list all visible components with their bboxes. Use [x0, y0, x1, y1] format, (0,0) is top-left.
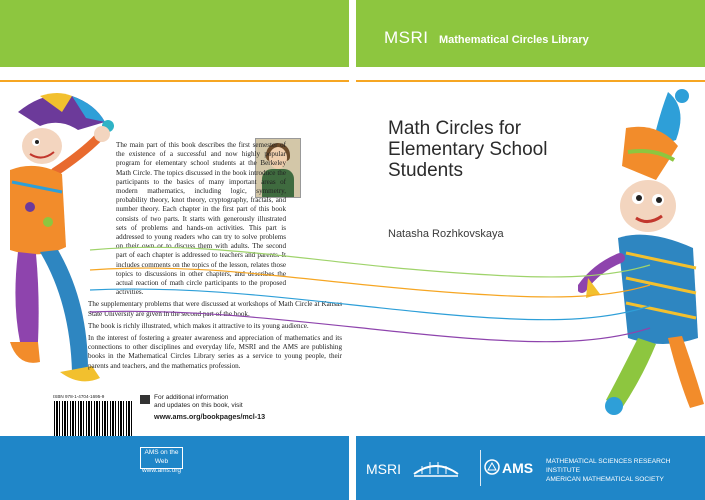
institutes-block	[546, 457, 696, 484]
series-msri: MSRI	[384, 28, 429, 47]
back-cover	[0, 0, 349, 500]
description-paragraph-2: The supplementary problems that were discussed at workshops of Math Circle at Kansas State University are given in the second part of the book.	[88, 300, 342, 318]
publisher-strip	[356, 436, 705, 500]
book-icon	[140, 395, 150, 404]
institute-ams: AMERICAN MATHEMATICAL SOCIETY	[546, 476, 664, 483]
info-line-2: and updates on this book, visit	[154, 402, 243, 409]
publisher-divider	[480, 450, 481, 486]
ams-web-line-2: www.ams.org	[141, 467, 181, 474]
front-green-band	[356, 0, 705, 67]
book-author: Natasha Rozhkovskaya	[388, 228, 504, 240]
back-description	[88, 141, 342, 374]
back-blue-band	[0, 436, 349, 500]
ams-web-badge	[140, 447, 183, 474]
front-cover	[356, 0, 705, 500]
front-blue-band	[356, 436, 705, 500]
institute-msri: MATHEMATICAL SCIENCES RESEARCH INSTITUTE	[546, 458, 671, 474]
msri-bridge-icon	[412, 458, 460, 478]
msri-logo: MSRI	[366, 461, 401, 477]
back-green-band	[0, 0, 349, 67]
info-line-1: For additional information	[154, 394, 229, 401]
jester-illustration-right	[578, 88, 705, 428]
isbn-text: ISBN 978-1-4704-1695-9	[53, 394, 105, 399]
spine-gap	[349, 0, 356, 500]
book-title: Math Circles for Elementary School Students	[388, 118, 548, 181]
ams-logo: AMS	[502, 460, 534, 476]
front-orange-line	[356, 80, 705, 82]
info-lines	[154, 394, 334, 410]
series-label	[384, 28, 589, 48]
description-paragraph-4: In the interest of fostering a greater awareness and appreciation of mathematics and its connections to other disciplines and everyday life, MSRI and the AMS are publishing books in the Mathematical Circles Library series as a service to young people, their parents and teachers, and the mathematics profession.	[88, 334, 342, 370]
ams-web-line-1: AMS on the Web	[144, 449, 179, 465]
description-paragraph-1: The main part of this book describes the first semester of the existence of a successful and now highly popular program for elementary school students at the Berkeley Math Circle. The topics discussed in the book introduce the participants to the basics of many important areas of modern mathematics, including logic, symmetry, probability theory, knot theory, cryptography, fractals, and number theory. Each chapter in the first part of this book consists of two parts. It starts with generously illustrated sets of problems and hands-on activities. This part is addressed to young readers who can try to solve problems on their own or to discuss them with adults. The second part of each chapter is addressed to teachers and parents. It includes comments on the topics of the lesson, relates those topics to discussions in other chapters, and describes the actual reaction of math circle participants to the proposed activities.	[116, 141, 286, 297]
info-url: www.ams.org/bookpages/mcl-13	[154, 412, 266, 421]
description-paragraph-3: The book is richly illustrated, which makes it attractive to its young audience.	[88, 321, 309, 330]
ams-emblem-icon	[484, 458, 500, 476]
series-name: Mathematical Circles Library	[438, 34, 589, 46]
